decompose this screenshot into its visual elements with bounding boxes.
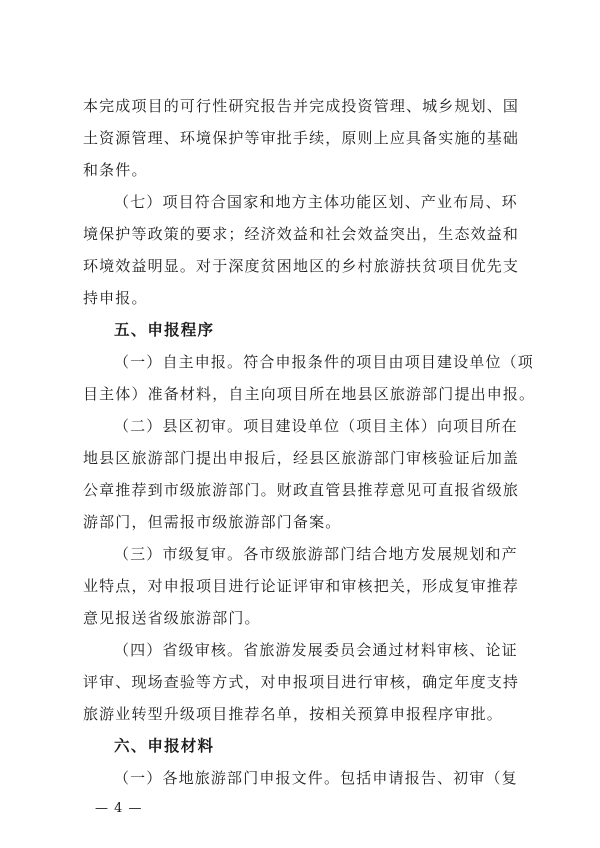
body-text-line: 游部门，但需报市级旅游部门备案。 xyxy=(83,513,342,531)
body-text-line: 本完成项目的可行性研究报告并完成投资管理、城乡规划、国 xyxy=(83,97,520,115)
body-text-line: 和条件。 xyxy=(83,161,148,179)
body-text-line: 地县区旅游部门提出申报后，经县区旅游部门审核验证后加盖 xyxy=(83,449,520,467)
paragraph-first-line: （二）县区初审。项目建设单位（项目主体）向项目所在 xyxy=(114,417,518,435)
body-text-line: 环境效益明显。对于深度贫困地区的乡村旅游扶贫项目优先支 xyxy=(83,257,520,275)
paragraph-first-line: （一）自主申报。符合申报条件的项目由项目建设单位（项 xyxy=(114,353,534,371)
section-heading: 五、申报程序 xyxy=(114,321,215,339)
section-heading: 六、申报材料 xyxy=(114,737,215,755)
body-text-line: 持申报。 xyxy=(83,289,148,307)
body-text-line: 评审、现场查验等方式，对申报项目进行审核，确定年度支持 xyxy=(83,673,520,691)
paragraph-first-line: （三）市级复审。各市级旅游部门结合地方发展规划和产 xyxy=(114,545,518,563)
body-text-line: 业特点，对申报项目进行论证评审和审核把关，形成复审推荐 xyxy=(83,577,520,595)
body-text-line: 意见报送省级旅游部门。 xyxy=(83,609,261,627)
page-number: — 4 — xyxy=(95,801,143,816)
paragraph-first-line: （七）项目符合国家和地方主体功能区划、产业布局、环 xyxy=(114,193,518,211)
body-text-line: 目主体）准备材料，自主向项目所在地县区旅游部门提出申报。 xyxy=(83,385,536,403)
body-text-line: 土资源管理、环境保护等审批手续，原则上应具备实施的基础 xyxy=(83,129,520,147)
paragraph-first-line: （一）各地旅游部门申报文件。包括申请报告、初审（复 xyxy=(114,769,518,787)
body-text-line: 境保护等政策的要求；经济效益和社会效益突出，生态效益和 xyxy=(83,225,520,243)
body-text-line: 公章推荐到市级旅游部门。财政直管县推荐意见可直报省级旅 xyxy=(83,481,520,499)
paragraph-first-line: （四）省级审核。省旅游发展委员会通过材料审核、论证 xyxy=(114,641,518,659)
body-text-line: 旅游业转型升级项目推荐名单，按相关预算申报程序审批。 xyxy=(83,705,503,723)
